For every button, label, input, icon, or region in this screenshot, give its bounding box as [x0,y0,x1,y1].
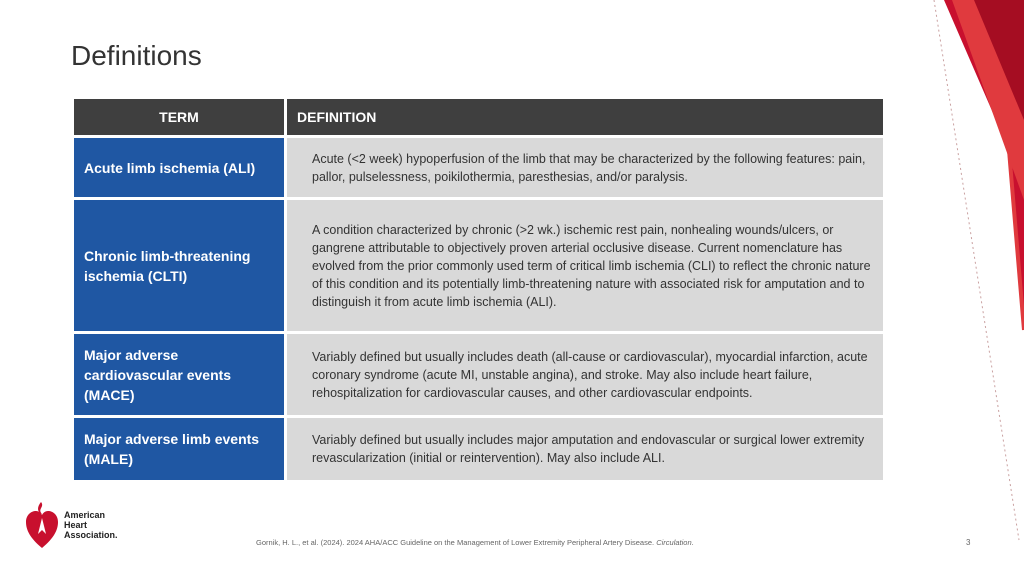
term-column-header: TERM [74,99,284,135]
table-row [74,138,883,197]
term-cell: Major adverse cardiovascular events (MACE) [74,334,284,415]
table-header-row [74,99,883,135]
citation-period: . [691,538,694,547]
definition-cell: Variably defined but usually includes major amputation and endovascular or surgical lower extremity revascularization (initial or reintervention). May also include ALI. [287,418,883,480]
heart-torch-icon [24,500,60,550]
definition-cell: A condition characterized by chronic (>2 wk.) ischemic rest pain, nonhealing wounds/ulcers, or gangrene attributable to objectively proven arterial occlusive disease. Current nomenclature has evolved from the prior commonly used term of critical limb ischemia (CLI) to reflect the chronic nature of this condition and its potentially limb-threatening nature with associated risk for amputation and to distinguish it from acute limb ischemia (ALI). [287,200,883,331]
logo-line-1: American [64,510,106,520]
term-cell: Acute limb ischemia (ALI) [74,138,284,197]
slide-title: Definitions [71,40,202,71]
logo-line-2: Heart [64,520,88,530]
logo-line-3: Association. [64,530,118,540]
citation-footer [256,538,694,547]
logo-wordmark [64,510,118,540]
corner-decoration [914,0,1024,576]
definition-cell: Variably defined but usually includes death (all-cause or cardiovascular), myocardial infarction, acute coronary syndrome (acute MI, unstable angina), and stroke. May also include heart failure, rehospitalization for cardiovascular causes, and other cardiovascular endpoints. [287,334,883,415]
term-cell: Major adverse limb events (MALE) [74,418,284,480]
term-cell: Chronic limb-threatening ischemia (CLTI) [74,200,284,331]
definition-column-header: DEFINITION [287,99,883,135]
citation-text: Gornik, H. L., et al. (2024). 2024 AHA/ACC Guideline on the Management of Lower Extremity Peripheral Artery Disease. [256,538,655,547]
definition-cell: Acute (<2 week) hypoperfusion of the limb that may be characterized by the following features: pain, pallor, pulselessness, poikilothermia, paresthesias, and/or paralysis. [287,138,883,197]
citation-journal: Circulation [656,538,692,547]
aha-logo [24,500,118,550]
table-row [74,418,883,480]
definitions-table [71,96,886,483]
table-row [74,334,883,415]
page-number: 3 [966,538,971,547]
table-row [74,200,883,331]
